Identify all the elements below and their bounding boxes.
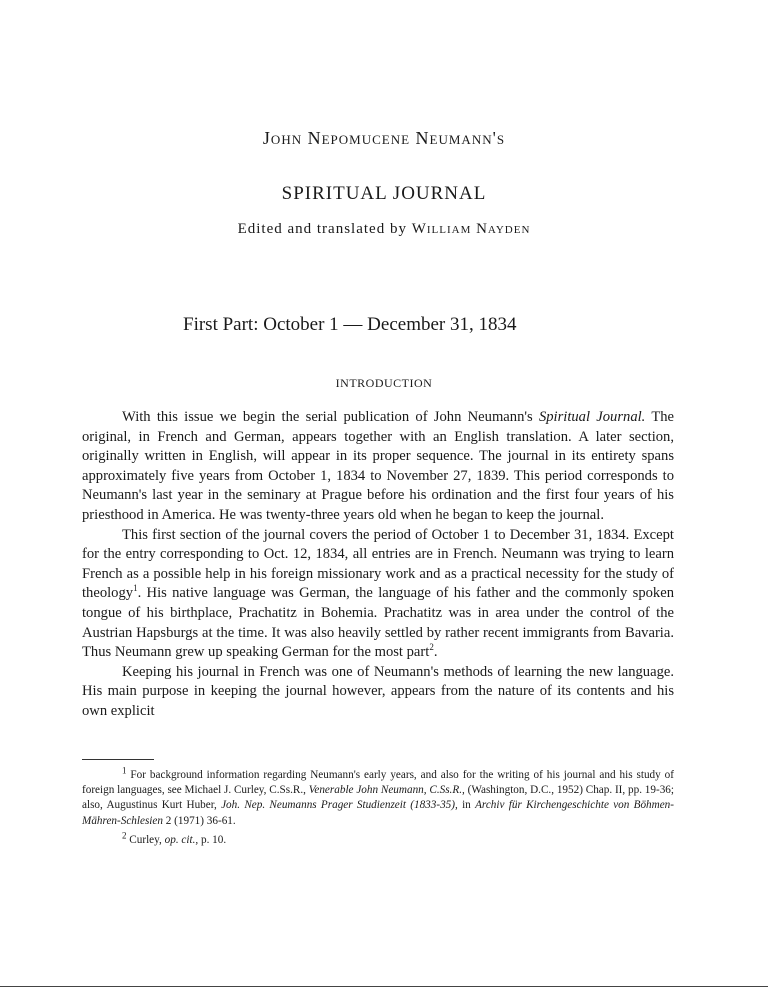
footnote-1-text-d: 2 (1971) 36-61. [162, 814, 236, 827]
section-heading: INTRODUCTION [335, 376, 433, 390]
part-title: First Part: October 1 — December 31, 1834 [183, 314, 517, 335]
editor-name: William Nayden [411, 221, 531, 237]
footnote-1 [82, 765, 675, 829]
footnote-1-title-2: Joh. Nep. Neumanns Prager Studienzeit (1833-35), [221, 799, 458, 812]
footnote-1-text-a: For background information regarding Neumann's early years, and also for the writing of his journal and his study of foreign languages, see Michael J. Curley, C.Ss.R., [82, 769, 674, 797]
footnote-ref-1[interactable]: 1 [133, 583, 138, 594]
footnote-2-text-a: Curley, [126, 833, 165, 846]
footnote-1-title-1: Venerable John Neumann, C.Ss.R., [308, 784, 465, 797]
paragraph-2-text-b: . His native language was German, the language of his father and the commonly spoken tongue of his birthplace, Prachatitz in Bohemia. Prachatitz was in area under the control of the Austrian Hapsburgs at the time. It was also heavily settled by rather recent immigrants from Bavaria. Thus Neumann grew up speaking German for the most part [82, 585, 674, 661]
editor-line [0, 221, 768, 238]
editor-prefix: Edited and translated by [237, 221, 407, 237]
paragraph-1-journal-title: Spiritual Journal. [538, 409, 646, 425]
footnote-1-number: 1 [122, 765, 127, 776]
paragraph-2-text-a: This first section of the journal covers the period of October 1 to December 31, 1834. Except for the entry corresponding to Oct. 12, 1834, all entries are in French. Neumann was trying to learn French as a possible help in his foreign missionary work and as a practical necessity for the study of theology [82, 526, 674, 602]
paragraph-2 [82, 526, 674, 663]
footnote-ref-2[interactable]: 2 [429, 642, 434, 653]
paragraph-1-text-b: The original, in French and German, appears together with an English translation. A later section, originally written in English, will appear in its proper sequence. The journal in its entirety spans approximately five years from October 1, 1834 to November 27, 1839. This period corresponds to Neumann's last year in the seminary at Prague before his ordination and the first four years of his priesthood in America. He was twenty-three years old when he began to keep the journal. [82, 409, 675, 523]
footnote-1-text-b: (Washington, D.C., 1952) Chap. II, pp. 19-36; also, Augustinus Kurt Huber, [82, 784, 675, 812]
footnote-2-number: 2 [122, 830, 127, 841]
paragraph-3: Keeping his journal in French was one of Neumann's methods of learning the new language. His main purpose in keeping the journal however, appears from the nature of its contents and his own explicit [82, 663, 674, 719]
page-bottom-rule [0, 986, 768, 987]
body-text [82, 408, 674, 722]
footnote-2-text-b: p. 10. [198, 833, 227, 846]
footnote-1-text-c: in [457, 799, 476, 812]
footnote-divider [82, 759, 154, 760]
author-heading: John Nepomucene Neumann's [262, 128, 506, 148]
journal-title: SPIRITUAL JOURNAL [281, 183, 487, 204]
paragraph-1 [82, 408, 674, 526]
footnote-1-title-3: Archiv für Kirchengeschichte von Böhmen-Mähren-Schlesien [82, 799, 675, 827]
footnotes [82, 765, 675, 852]
paragraph-1-text-a: With this issue we begin the serial publication of John Neumann's [122, 409, 539, 425]
footnote-2-title: op. cit., [164, 833, 199, 846]
footnote-2 [82, 830, 674, 848]
paragraph-2-text-c: . [433, 644, 438, 661]
